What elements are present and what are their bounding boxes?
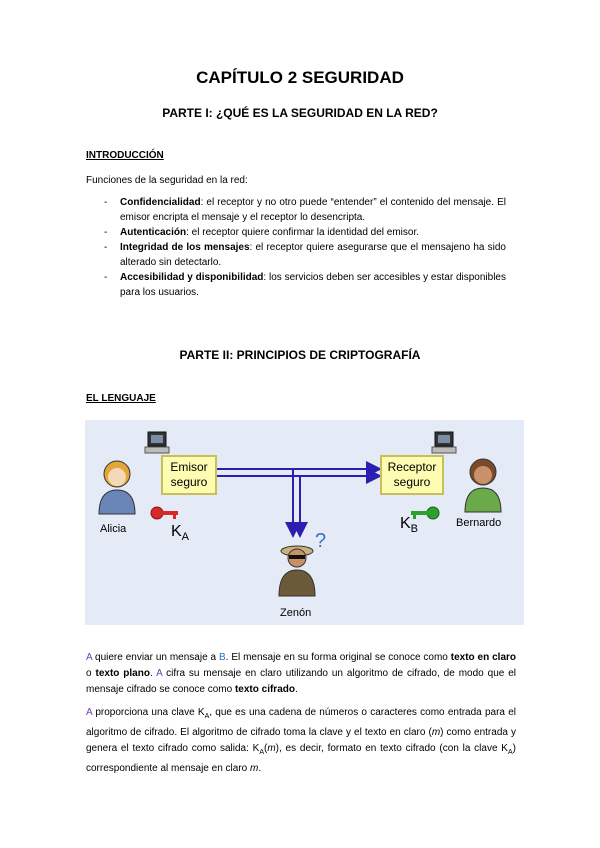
intro-text: Funciones de la seguridad en la red: xyxy=(86,175,248,186)
alicia-label: Alicia xyxy=(100,523,127,535)
chapter-title: CAPÍTULO 2 SEGURIDAD xyxy=(196,68,404,87)
intro-title: INTRODUCCIÓN xyxy=(86,150,164,161)
receptor-seguro-box: Receptor seguro xyxy=(380,455,444,495)
section-title-lenguaje: EL LENGUAJE xyxy=(86,393,156,404)
paragraph-2: A proporciona una clave $K_A$, que es una cadena de números o caracteres como entrada para el algoritmo de cifrado. El algoritmo de cifrado toma la clave y el texto en claro (m) como entrada y genera el texto cifrado como salida: $K_A(m)$, es decir, formato en texto cifrado (con la clave $K_A$) correspondiente al mensaje en claro m. xyxy=(86,707,516,774)
bullet-integridad: - Integridad de los mensajes: el receptor quiere asegurarse que el mensajeno ha sido alterado sin detectarlo. xyxy=(104,242,506,268)
question-mark-icon: ? xyxy=(315,530,327,552)
bullet-accesibilidad: - Accesibilidad y disponibilidad: los servicios deben ser accesibles y estar disponibles para los usuarios. xyxy=(104,272,506,298)
functions-list xyxy=(104,195,506,300)
paragraph-1: A quiere enviar un mensaje a B. El mensaje en su forma original se conoce como texto en claro o texto plano. A cifra su mensaje en claro utilizando un algoritmo de cifrado, de modo que el mensaje cifrado se conoce como texto cifrado. xyxy=(86,652,517,695)
key-b-label: $K_B$ xyxy=(400,515,419,536)
key-a-label: $K_A$ xyxy=(171,523,190,544)
bernardo-person-icon xyxy=(465,459,501,512)
emisor-seguro-box: Emisor seguro xyxy=(161,455,217,495)
part2-heading: PARTE II: PRINCIPIOS DE CRIPTOGRAFÍA xyxy=(179,348,421,362)
zenon-person-icon xyxy=(279,546,315,596)
alicia-person-icon xyxy=(99,461,135,514)
part1-heading: PARTE I: ¿QUÉ ES LA SEGURIDAD EN LA RED? xyxy=(162,106,438,120)
computer-icon-right xyxy=(432,432,456,453)
bullet-confidencialidad: - Confidencialidad: el receptor y no otro puede “entender” el contenido del mensaje. El emisor encripta el mensaje y el receptor lo desencripta. xyxy=(104,197,506,223)
computer-icon-left xyxy=(145,432,169,453)
bernardo-label: Bernardo xyxy=(456,517,502,529)
zenon-label: Zenón xyxy=(280,607,312,619)
crypto-diagram xyxy=(85,420,524,625)
red-key-icon xyxy=(151,507,178,519)
bullet-autenticacion: - Autenticación: el receptor quiere confirmar la identidad del emisor. xyxy=(104,227,420,238)
